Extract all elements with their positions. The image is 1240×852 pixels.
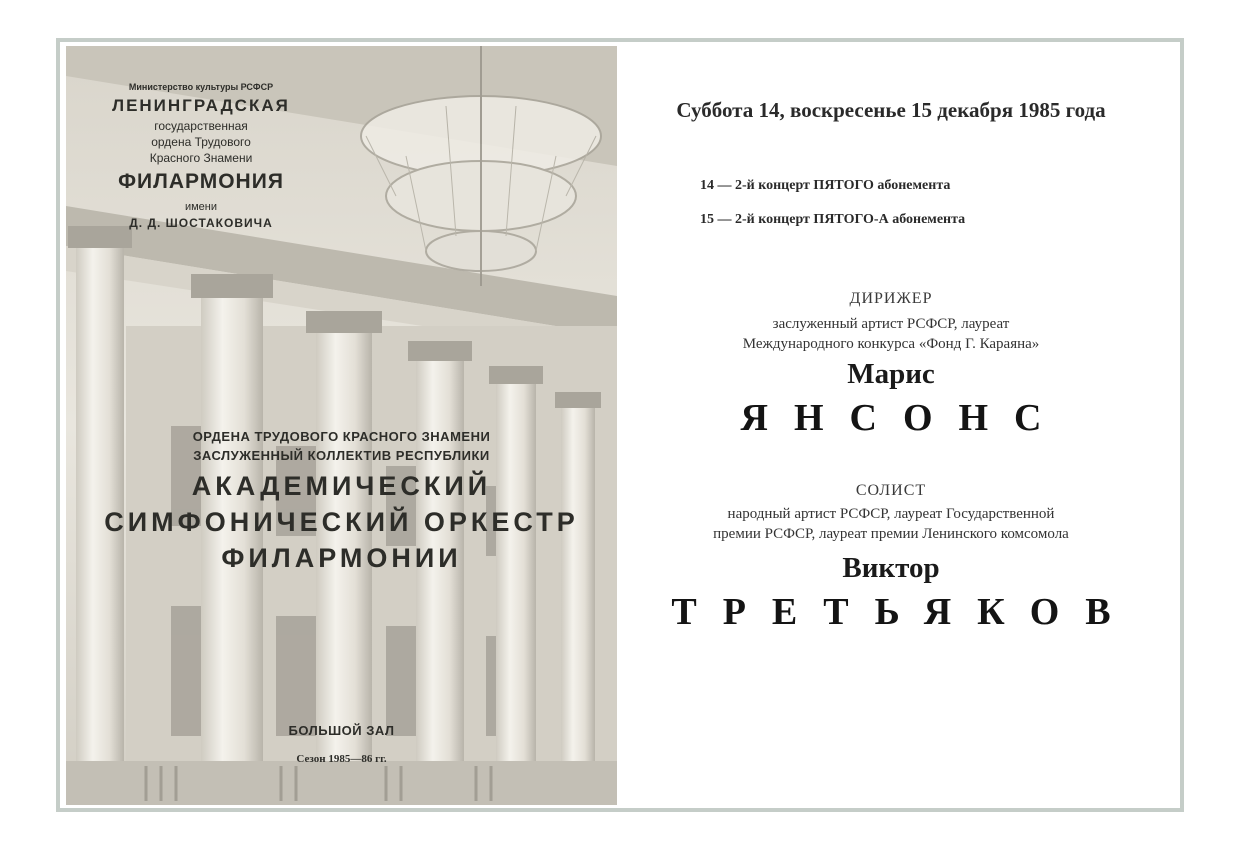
season-label: Сезон 1985—86 гг. bbox=[296, 753, 387, 765]
shostakovich-name: Д. Д. ШОСТАКОВИЧА bbox=[129, 216, 273, 230]
soloist-last-name: ТРЕТЬЯКОВ bbox=[671, 591, 1137, 633]
orchestra-title-line-3: ФИЛАРМОНИИ bbox=[221, 543, 462, 573]
orchestra-title-line-2: СИМФОНИЧЕСКИЙ ОРКЕСТР bbox=[104, 507, 579, 537]
program-cover bbox=[66, 46, 617, 805]
soloist-first-name: Виктор bbox=[842, 552, 940, 584]
soloist-role: СОЛИСТ bbox=[855, 482, 927, 499]
named-after-label: имени bbox=[184, 201, 218, 213]
soloist-title-1: народный артист РСФСР, лауреат Государственной bbox=[727, 506, 1055, 522]
concert-subscription-2: 15 — 2-й концерт ПЯТОГО-А абонемента bbox=[700, 212, 966, 227]
philharmonia-heading: ФИЛАРМОНИЯ bbox=[118, 170, 284, 193]
concert-subscription-1: 14 — 2-й концерт ПЯТОГО абонемента bbox=[700, 178, 951, 193]
orchestra-order-label: ОРДЕНА ТРУДОВОГО КРАСНОГО ЗНАМЕНИ bbox=[192, 429, 491, 444]
conductor-first-name: Марис bbox=[847, 358, 935, 390]
hall-name: БОЛЬШОЙ ЗАЛ bbox=[288, 723, 395, 738]
orchestra-title-line-1: АКАДЕМИЧЕСКИЙ bbox=[191, 471, 492, 501]
state-label: государственная bbox=[154, 119, 248, 133]
program-info bbox=[622, 46, 1160, 806]
conductor-role: ДИРИЖЕР bbox=[849, 290, 933, 307]
order-label-1: ордена Трудового bbox=[151, 135, 251, 149]
orchestra-honored-label: ЗАСЛУЖЕННЫЙ КОЛЛЕКТИВ РЕСПУБЛИКИ bbox=[193, 448, 490, 463]
conductor-last-name: ЯНСОНС bbox=[740, 397, 1068, 439]
leningrad-heading: ЛЕНИНГРАДСКАЯ bbox=[112, 96, 290, 115]
soloist-title-2: премии РСФСР, лауреат премии Ленинского комсомола bbox=[713, 526, 1069, 542]
ministry-label: Министерство культуры РСФСР bbox=[128, 82, 274, 92]
concert-date: Суббота 14, воскресенье 15 декабря 1985 года bbox=[676, 98, 1106, 122]
order-label-2: Красного Знамени bbox=[149, 151, 253, 165]
conductor-title-1: заслуженный артист РСФСР, лауреат bbox=[772, 316, 1010, 332]
conductor-title-2: Международного конкурса «Фонд Г. Караяна» bbox=[742, 336, 1040, 352]
